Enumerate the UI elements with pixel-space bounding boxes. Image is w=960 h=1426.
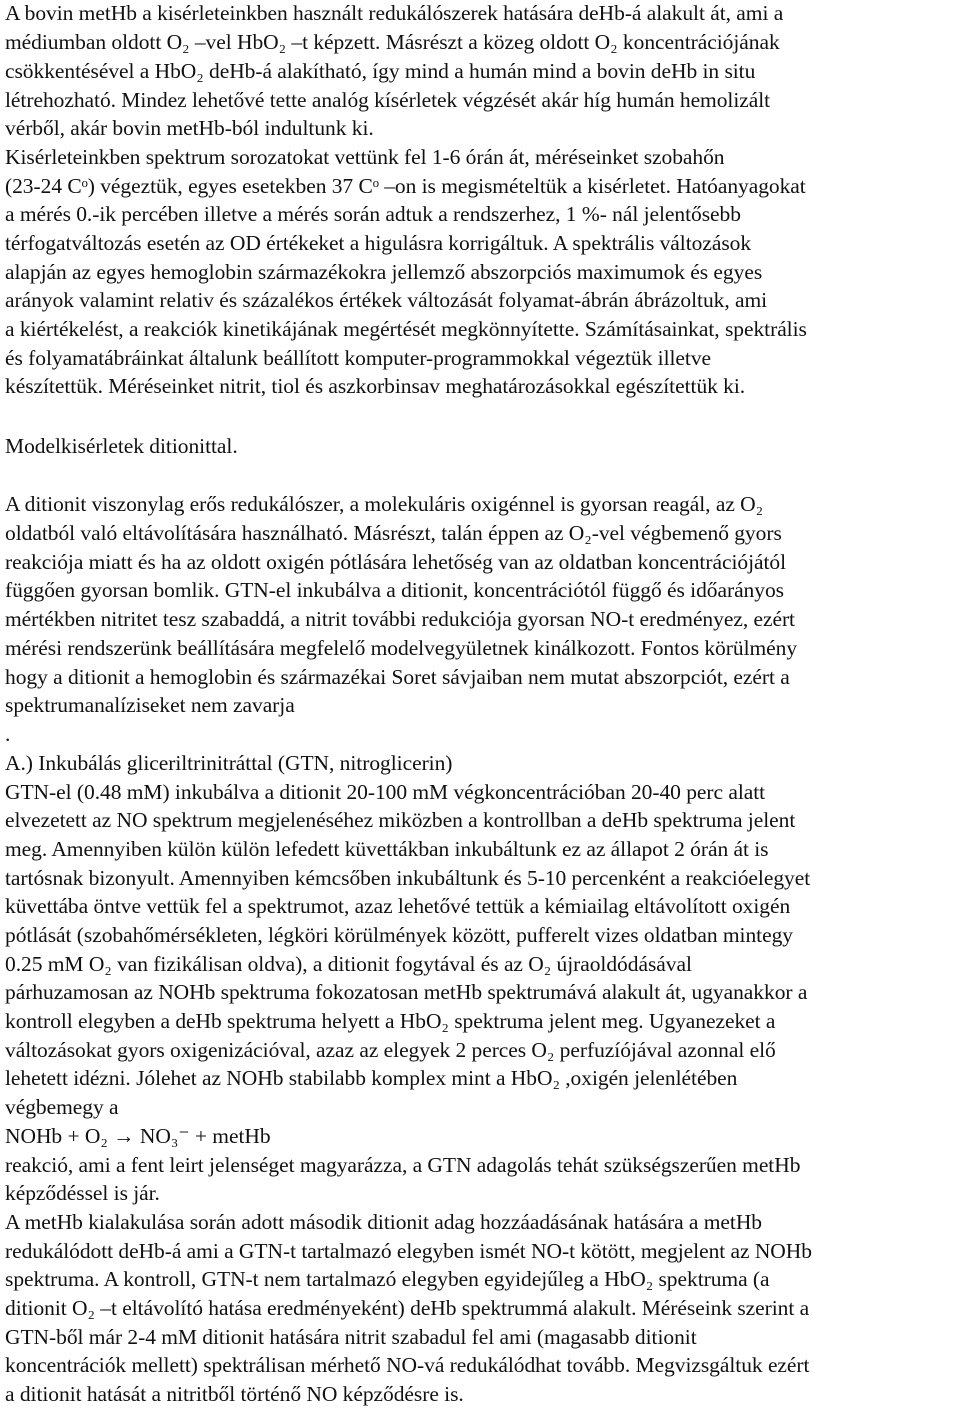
text-line: csökkentésével a HbO₂ deHb-á alakítható, így mind a humán mind a bovin deHb in situ: [5, 59, 756, 83]
text-line: oldatból való eltávolítására használható. Másrészt, talán éppen az O₂-vel végbemenő gyors: [5, 521, 782, 545]
text-line: Kisérleteinkben spektrum sorozatokat vettünk fel 1-6 órán át, méréseinket szobahőn: [5, 145, 725, 169]
text-line: arányok valamint relativ és százalékos értékek változását folyamat-ábrán ábrázoltuk, ami: [5, 288, 768, 312]
text-line: .: [5, 722, 11, 746]
text-line: küvettába öntve vettük fel a spektrumot, azaz lehetővé tettük a kémiailag eltávolított oxigén: [5, 894, 791, 918]
text-line: A metHb kialakulása során adott második ditionit adag hozzáadásának hatására a metHb: [5, 1210, 763, 1234]
text-line: A bovin metHb a kisérleteinkben használt redukálószerek hatására deHb-á alakult át, ami a: [5, 1, 784, 25]
text-line: párhuzamosan az NOHb spektruma fokozatosan metHb spektrumává alakult át, ugyanakkor a: [5, 980, 808, 1004]
text-line: meg. Amennyiben külön külön lefedett küvettákban inkubáltunk ez az állapot 2 órán át is: [5, 837, 769, 861]
text-line: reakciója miatt és ha az oldott oxigén pótlására lehetőség van az oldatban koncentrációjától: [5, 550, 787, 574]
text-line: médiumban oldott O₂ –vel HbO₂ –t képzett. Másrészt a közeg oldott O₂ koncentrációjának: [5, 30, 780, 54]
text-line: kontroll elegyben a deHb spektruma helyett a HbO₂ spektruma jelent meg. Ugyanezeket a: [5, 1009, 776, 1033]
text-line: reakció, ami a fent leirt jelenséget magyarázza, a GTN adagolás tehát szükségszerűen metHb: [5, 1153, 801, 1177]
text-line: 0.25 mM O₂ van fizikálisan oldva), a ditionit fogytával és az O₂ újraoldódásával: [5, 952, 692, 976]
text-line: függően gyorsan bomlik. GTN-el inkubálva a ditionit, koncentrációtól függő és időarányos: [5, 578, 784, 602]
text-line: koncentrációk mellett) spektrálisan mérhető NO-vá redukálódhat tovább. Megvizsgáltuk ezért: [5, 1353, 810, 1377]
text-line: vérből, akár bovin metHb-ból indultunk ki.: [5, 116, 374, 140]
text-line: a ditionit hatását a nitritből történő NO képződésre is.: [5, 1382, 464, 1406]
reaction-equation: NOHb + O₂ → NO₃⁻ + metHb: [5, 1124, 271, 1148]
text-line: és folyamatábráinkat általunk beállított komputer-programmokkal végeztük illetve: [5, 346, 712, 370]
text-line: képződéssel is jár.: [5, 1181, 160, 1205]
text-line: elvezetett az NO spektrum megjelenéséhez miközben a kontrollban a deHb spektruma jelent: [5, 808, 796, 832]
section-heading: A.) Inkubálás gliceriltrinitráttal (GTN, nitroglicerin): [5, 751, 453, 775]
text-line: A ditionit viszonylag erős redukálószer, a molekuláris oxigénnel is gyorsan reagál, az O₂: [5, 492, 764, 516]
text-line: változásokat gyors oxigenizációval, azaz az elegyek 2 perces O₂ perfuzíójával azonnal elő: [5, 1038, 776, 1062]
section-heading: Modelkisérletek ditionittal.: [5, 434, 238, 458]
text-line: mérési rendszerünk beállítására megfelelő modelvegyületnek kinálkozott. Fontos körülmény: [5, 636, 798, 660]
text-line: a mérés 0.-ik percében illetve a mérés során adtuk a rendszerhez, 1 %- nál jelentősebb: [5, 202, 741, 226]
text-line: spektruma. A kontroll, GTN-t nem tartalmazó elegyben egyidejűleg a HbO₂ spektruma (a: [5, 1267, 770, 1291]
text-line: ditionit O₂ –t eltávolító hatása eredményeként) deHb spektrummá alakult. Méréseink szerint a: [5, 1296, 810, 1320]
text-line: tartósnak bizonyult. Amennyiben kémcsőben inkubáltunk és 5-10 percenként a reakcióelegyet: [5, 866, 811, 890]
text-line: mértékben nitritet tesz szabaddá, a nitrit további redukciója gyorsan NO-t eredményez, ezért: [5, 607, 795, 631]
text-line: hogy a ditionit a hemoglobin és származékai Soret sávjaiban nem mutat abszorpciót, ezért a: [5, 665, 790, 689]
text-line: végbemegy a: [5, 1095, 119, 1119]
text-line: lehetett idézni. Jólehet az NOHb stabilabb komplex mint a HbO₂ ,oxigén jelenlétében: [5, 1066, 738, 1090]
text-line: spektrumanalíziseket nem zavarja: [5, 693, 295, 717]
text-line: létrehozható. Mindez lehetővé tette analóg kísérletek végzését akár híg humán hemolizált: [5, 88, 771, 112]
text-line: (23-24 Cᵒ) végeztük, egyes esetekben 37 Cᵒ –on is megismételtük a kisérletet. Hatóanyagokat: [5, 174, 806, 198]
text-line: GTN-el (0.48 mM) inkubálva a ditionit 20-100 mM végkoncentrációban 20-40 perc alatt: [5, 780, 766, 804]
text-line: redukálódott deHb-á ami a GTN-t tartalmazó elegyben ismét NO-t kötött, megjelent az NOHb: [5, 1239, 812, 1263]
text-line: a kiértékelést, a reakciók kinetikájának megértését megkönnyítette. Számításainkat, spektrális: [5, 317, 807, 341]
text-line: alapján az egyes hemoglobin származékokra jellemző abszorpciós maximumok és egyes: [5, 260, 763, 284]
text-line: térfogatváltozás esetén az OD értékeket a higulásra korrigáltuk. A spektrális változások: [5, 231, 752, 255]
text-line: pótlását (szobahőmérsékleten, légköri körülmények között, pufferelt vizes oldatban mintegy: [5, 923, 793, 947]
text-line: készítettük. Méréseinket nitrit, tiol és aszkorbinsav meghatározásokkal egészítettük ki.: [5, 374, 746, 398]
text-line: GTN-ből már 2-4 mM ditionit hatására nitrit szabadul fel ami (magasabb ditionit: [5, 1325, 697, 1349]
